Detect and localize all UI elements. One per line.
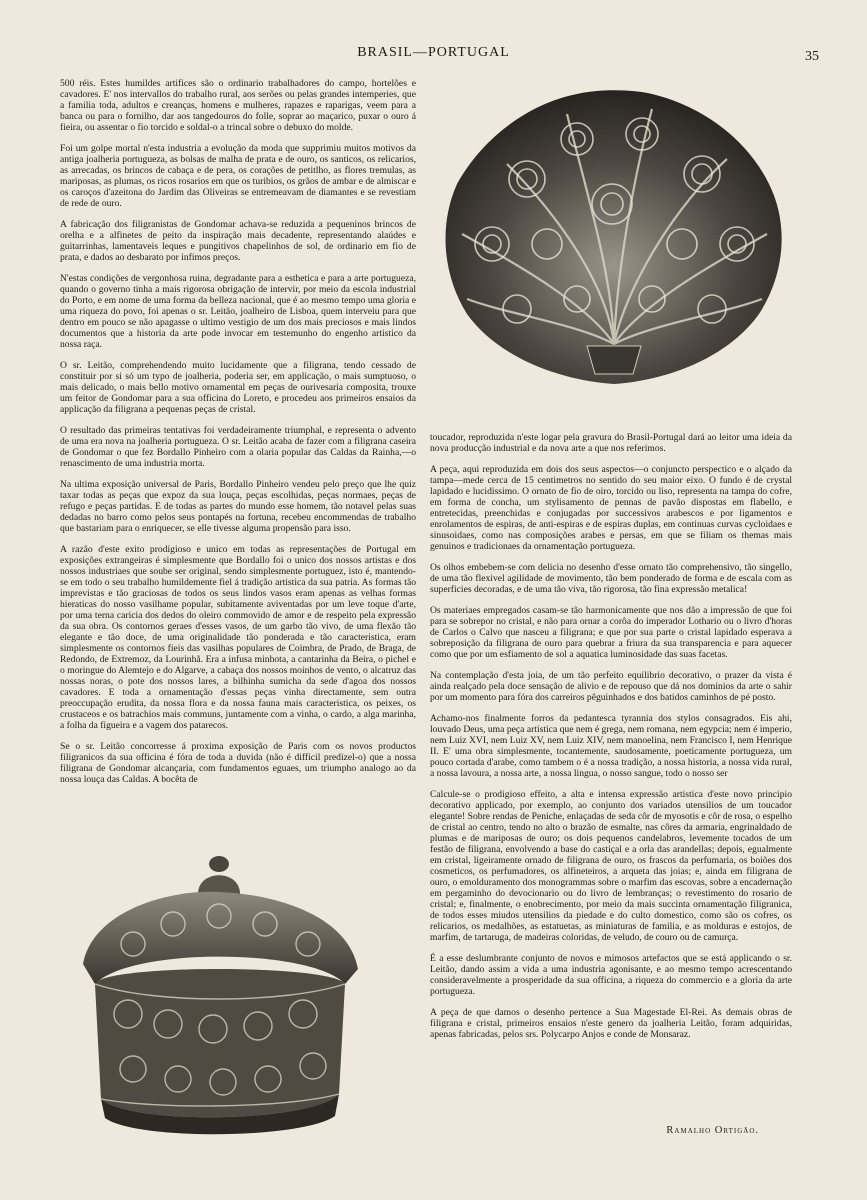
left-column <box>60 78 416 795</box>
running-header: BRASIL—PORTUGAL <box>357 45 510 60</box>
paragraph: Achamo-nos finalmente forros da pedantesca tyrannia dos stylos consagrados. Eis ahi, louvado Deus, uma peça artistica que nem é grega, nem romana, nem egypcia; nem é imperio, nem Luiz XVI, nem Luiz XV, nem Luiz XIV, nem manoelina, nem Francisco I, nem Henrique II. E' uma obra simplesmente, tocantemente, saudosamente, poeticamente portugueza, um pouco cortada d'arabe, como tambem o é a nossa tradição, a nossa historia, a nossa vida rural, a nossa lavoura, a nossa arte, a nossa lingua, o nosso sangue, todo o nosso ser <box>430 713 792 779</box>
paragraph: É a esse deslumbrante conjunto de novos e mimosos artefactos que se está applicando o sr. Leitão, dando assim a vida a uma industria agonisante, e ao mesmo tempo acrescentando consideravelmente a prosperidade da sua officina, a riqueza do commercio e a gloria da arte portugueza. <box>430 953 792 997</box>
paragraph: A peça, aqui reproduzida em dois dos seus aspectos—o conjuncto perspectico e o alçado da tampa—mede cerca de 15 centimetros no sentido do seu maior eixo. O fundo é de crystal lapidado e lucidissimo. O ornato de fio de oiro, torcido ou liso, representa na tampa do cofre, em forma de concha, um stylisamento de pennas de pavão dispostas em flabello, e entretecidas, preenchidas e conjugadas por successivos arabescos e por ligamentos e enrolamentos de espiras, de anti-espiras e de espiras duplas, em continuas curvas cycloidaes e sinusoidaes, como nas composições arabes e persas, em que se filiam os themas mais genuinos e tradicionaes da ornamentação portugueza. <box>430 464 792 552</box>
paragraph: Os olhos embebem-se com delicia no desenho d'esse ornato tão comprehensivo, tão singello, de uma tão flexivel agilidade de movimento, tão bem ponderado de forma e de escala com as superficies decoradas, e de uma tão viva, tão rigorosa, tão fina expressão metalica! <box>430 562 792 595</box>
paragraph: A razão d'este exito prodigioso e unico em todas as representações de Portugal em exposições extrangeiras é simplesmente que Bordallo foi o unico dos nossos artistas e dos nossos industriaes que soube ser original, sendo simplesmente portuguez, isto é, mantendo-se em todo o seu trabalho humildemente fiel á tradição artistica da sua patria. As formas tão imprevistas e tão graciosas de todos os seus lindos vasos eram apenas as velhas formas hieraticas do nosso vasilhame popular, subitamente aviventadas por um leve toque d'arte, por uma terna caricia dos dedos do oleiro commovido de amor e de respeito pela expressão da sua obra. Os contornos geraes d'esses vasos, de um garbo tão vivo, de uma flexão tão elegante e tão doce, de uma originalidade tão ponderada e tão caracteristica, eram simplesmente os contornos fieis das vasilhas populares de Coimbra, de Prado, de Braga, de Redondo, de Extremoz, da Lourinhã. Era a infusa minhota, a cantarinha da Beira, o pichel e o moringue do Alemtejo e do Algarve, a cabaça dos nossos moinhos de vento, o alcatruz das nossas noras, o pote dos nossos lares, a bilhinha sumicha da sede d'agoa dos nossos cavadores. E toda a ornamentação d'essas peças vinha directamente, sem outra preoccupação erudita, da nossa flora e da nossa fauna mais caracteristica, os peixes, os crustaceos e os batrachios mais communs, juntamente com a vinha, o cardo, a alga marinha, a folha da figueira e a vagem dos patarecos. <box>60 544 416 731</box>
paragraph: Na contemplação d'esta joia, de um tão perfeito equilibrio decorativo, o prazer da vista é ainda realçado pela doce sensação de alivio e de repouso que dá nos dominios da arte o sahir por um momento para fóra dos carreiros pêguinhados e dos batidos caminhos de pé posto. <box>430 670 792 703</box>
paragraph: A peça de que damos o desenho pertence a Sua Magestade El-Rei. As demais obras de filigrana e cristal, primeiros ensaios n'este genero da joalheria Leitão, foram adquiridas, apenas fabricadas, pelos srs. Polycarpo Anjos e conde de Monsaraz. <box>430 1007 792 1040</box>
author-signature: Ramalho Ortigão. <box>666 1125 759 1136</box>
right-column <box>430 432 792 1050</box>
filigree-box-illustration <box>73 854 365 1139</box>
filigree-shell-lid-illustration <box>437 84 791 396</box>
paragraph: A fabricação dos filigranistas de Gondomar achava-se reduzida a pequeninos brincos de orelha e a alfinetes de peito da inspiração mais decadente, representando alaúdes e guitarrinhas, lamentaveis leques e pungitivos chapelinhos de sol, de ordinario em fio de prata, e dados ao desbarato por infimos preços. <box>60 219 416 263</box>
paragraph: O resultado das primeiras tentativas foi verdadeiramente triumphal, e representa o advento de uma era nova na joalheria portugueza. O sr. Leitão acaba de fazer com a filigrana caseira de Gondomar o que fez Bordallo Pinheiro com a olaria popular das Caldas da Rainha,—o renascimento de uma industria morta. <box>60 425 416 469</box>
paragraph: Se o sr. Leitão concorresse á proxima exposição de Paris com os novos productos filigranicos da sua officina é fóra de toda a duvida (não é difficil predizel-o) que a nossa filigrana de Gondomar alcançaria, com fundamentos eguaes, um triumpho analogo ao da nossa louça das Caldas. A bocêta de <box>60 741 416 785</box>
paragraph: Calcule-se o prodigioso effeito, a alta e intensa expressão artistica d'este novo principio decorativo applicado, por exemplo, ao conjunto dos variados utensilios de um toucador elegante! Sobre rendas de Peniche, enlaçadas de seda côr de myosotis e côr de rosa, o espelho de cristal ao centro, tendo no alto o brazão de esmalte, nas côres da armaria, engrinaldado de plumas e de mariposas de ouro; os dois pequenos candelabros, levemente tocados de um festão de filigrana, envolvendo a base do castiçal e a orla das arandellas; depois, egualmente em cristal, ligeiramente ornado de filigrana de ouro, os frascos da perfumaria, os boiões dos cosmeticos, os perfumadores, os alfineteiros, a arqueta das joias; e, ainda em filigrana de ouro, o emolduramento dos monogrammas sobre o marfim das escovas, sobre a encadernação em pergaminho do devocionario ou do livro de lembranças; o revestimento do rosario de cristal; e, finalmente, o enobrecimento, por meio da mais succinta ornamentação filigranica, de todos esses miudos utensilios da piedade e do culto domestico, como são os cofres, os relicarios, os medalhões, as estatuetas, as miniaturas de familia, e as molduras e estojos, de marfim, de tartaruga, de madeiras coloridas, de veludo, de couro ou de camurça. <box>430 789 792 943</box>
paragraph: 500 réis. Estes humildes artifices são o ordinario trabalhadores do campo, hortelões e cavadores. E' nos intervallos do trabalho rural, aos serões ou pelas grandes intemperies, que a familia toda, adultos e creanças, homens e mulheres, rapazes e raparigas, veem para a banca ou para o fornilho, dar aos tangedouros do folle, soprar ao maçarico, puxar o ouro á fieira, ou assentar o fio torcido e soldal-o a trincal sobre o debuxo do molde. <box>60 78 416 133</box>
page-number: 35 <box>805 49 819 64</box>
filigree-box-icon <box>73 854 365 1139</box>
paragraph: toucador, reproduzida n'este logar pela gravura do Brasil-Portugal dará ao leitor uma ideia da nova producção industrial e da nova arte a que nos referimos. <box>430 432 792 454</box>
paragraph: O sr. Leitão, comprehendendo muito lucidamente que a filigrana, tendo cessado de constituir por si só um typo de joalheria, poderia ser, em applicação, o mais sumptuoso, o mais delicado, o mais bello motivo ornamental em peças de ourivesaria composita, trouxe um feitor de Gondomar para a sua officina do Loreto, e procedeu aos primeiros ensaios da applicação da filigrana a pequenas peças de cristal. <box>60 360 416 415</box>
paragraph: Foi um golpe mortal n'esta industria a evolução da moda que supprimiu muitos motivos da antiga joalheria portugueza, as bolsas de malha de prata e de ouro, os santicos, os relicarios, as arrecadas, os brincos de cabaça e de pera, os corações de petitlho, as flores tremulas, as mariposas, as plumas, os ricos rosarios em que os turibios, os grãos de ambar e de almiscar e os caroços d'azeitona do Jardim das Oliveiras se entremeavam de diamantes e se revestiam de rede de ouro. <box>60 143 416 209</box>
paragraph: N'estas condições de vergonhosa ruina, degradante para a esthetica e para a arte portugueza, quando o governo tinha a mais rigorosa obrigação de intervir, por meio da escola industrial do Porto, e em nome de uma forma da belleza nacional, que é ao mesmo tempo uma gloria e uma riqueza do povo, foi apenas o sr. Leitão, joalheiro de Lisboa, quem interveiu para que dentro em pouco se não apagasse o ultimo vestigio de um dos mais preciosos e mais lindos documentos que a historia da arte pode invocar em testemunho do engenho artistico da nossa raça. <box>60 273 416 350</box>
filigree-shell-lid-icon <box>437 84 791 396</box>
paragraph: Na ultima exposição universal de Paris, Bordallo Pinheiro vendeu pelo preço que lhe quiz taxar todas as peças que expoz da sua louça, peças escolhidas, peças normaes, peças de refugo e peças partidas. E de todas as partes do mundo esse homem, tão notavel pelas suas dedadas no barro como pelos seus pontapés na fortuna, recebeu encommendas de trabalho que bastariam para o enriquecer, se elle tivesse alguma propensão para isso. <box>60 479 416 534</box>
paragraph: Os materiaes empregados casam-se tão harmonicamente que nos dão a impressão de que foi para se sobrepor no cristal, e não para ornar a corôa do imperador Lothario ou o livro d'horas de Carlos o Calvo que nasceu a filigrana; e que por sua parte o cristal lapidado esperava a sobreposição da filigrana de ouro para quebrar a friura da sua transparencia e para aquecer como que por um esfiamento de sol a aquatica luminosidade das suas facetas. <box>430 605 792 660</box>
